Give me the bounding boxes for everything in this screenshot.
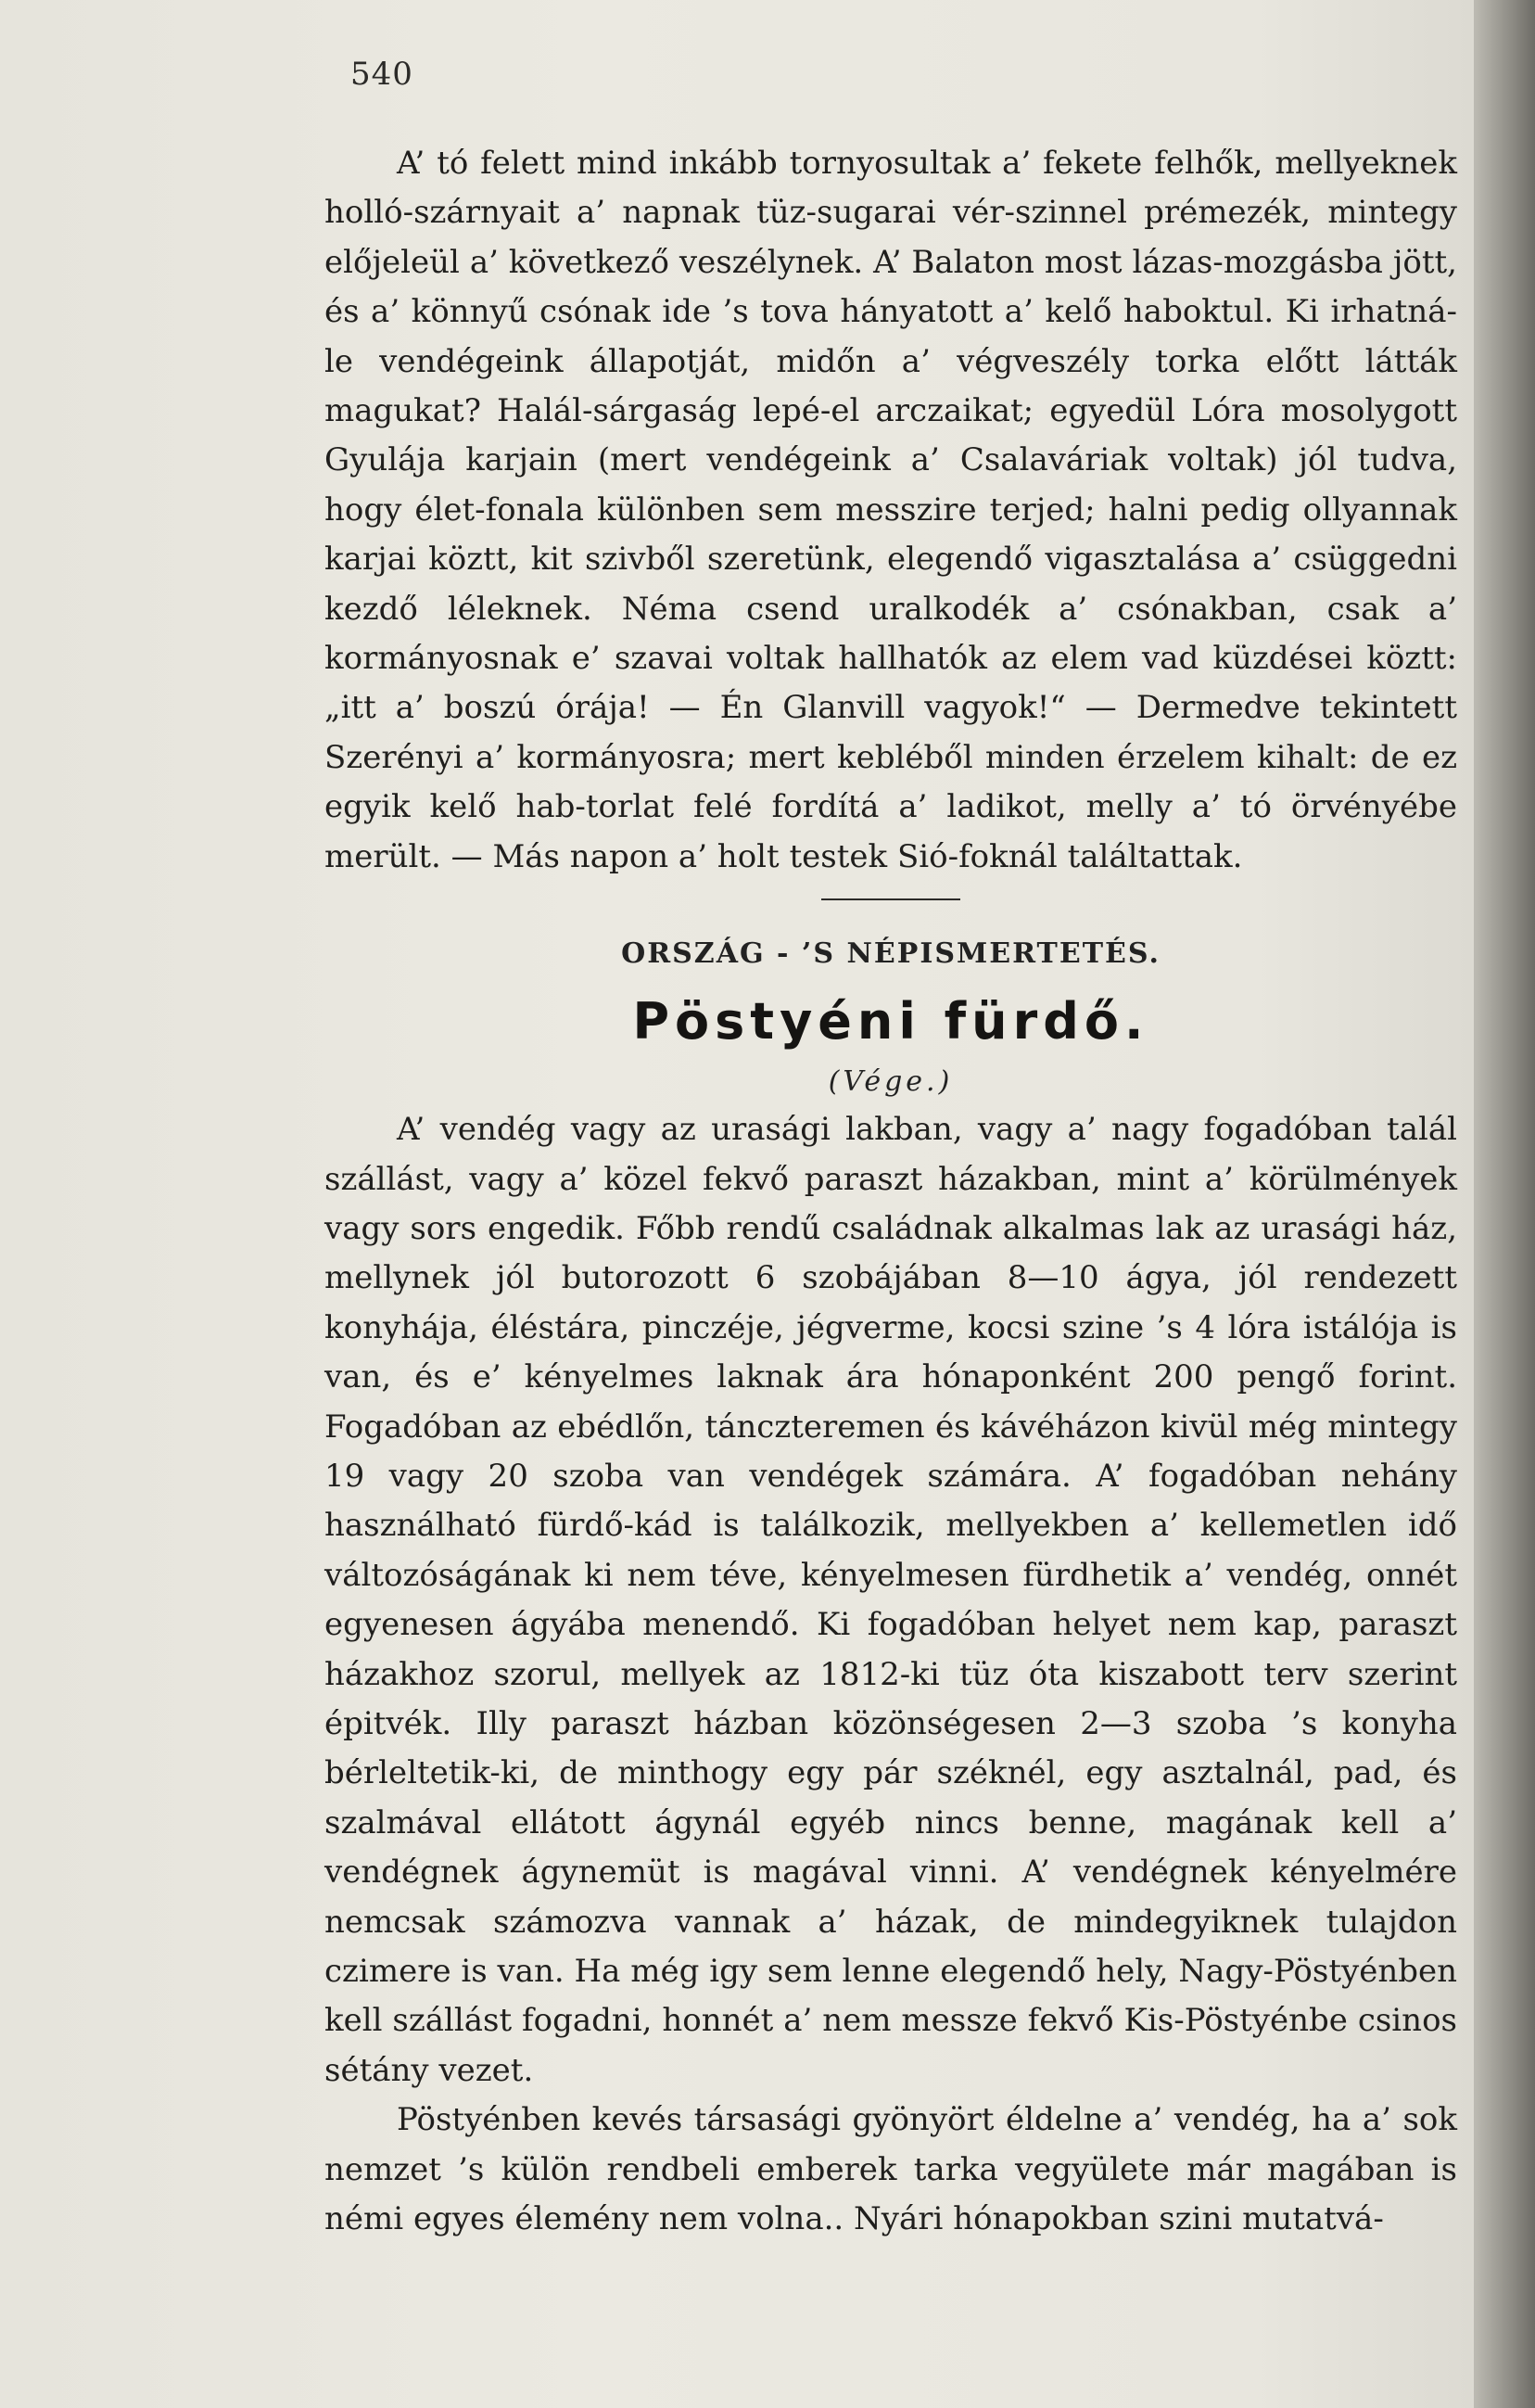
story-ending-paragraph: A’ tó felett mind inkább tornyosultak a’ fekete felhők, mellyeknek holló-szárnyait a’ napnak tüz-sugarai vér-szinnel prémezék, mintegy előjeleül a’ következő veszélynek. A’ Balaton most lázas-mozgásba jött, és a’ könnyű csónak ide ’s tova hányatott a’ kelő haboktul. Ki irhatná-le vendégeink állapotját, midőn a’ végveszély torka előtt látták magukat? Halál-sárgaság lepé-el arczaikat; egyedül Lóra mosolygott Gyulája karjain (mert vendégeink a’ Csalaváriak voltak) jól tudva, hogy élet-fonala különben sem messzire terjed; halni pedig ollyannak karjai köztt, kit szivből szeretünk, elegendő vigasztalása a’ csüggedni kezdő léleknek. Néma csend uralkodék a’ csónakban, csak a’ kormányosnak e’ szavai voltak hallhatók az elem vad küzdései köztt: „itt a’ boszú órája! — Én Glanvill vagyok!“ — Dermedve tekintett Szerényi a’ kormányosra; mert kebléből minden érzelem kihalt: de ez egyik kelő hab-torlat felé fordítá a’ ladikot, melly a’ tó örvényébe merült. — Más napon a’ holt testek Sió-foknál találtattak. bbox=[324, 145, 1457, 875]
article-paragraph: A’ vendég vagy az urasági lakban, vagy a’ nagy fogadóban talál szállást, vagy a’ közel fekvő paraszt házakban, mint a’ körülmények vagy sors engedik. Főbb rendű családnak alkalmas lak az urasági ház, mellynek jól butorozott 6 szobájában 8—10 ágya, jól rendezett konyhája, éléstára, pinczéje, jégverme, kocsi szine ’s 4 lóra istálója is van, és e’ kényelmes laknak ára hónaponként 200 pengő forint. Fogadóban az ebédlőn, tánczteremen és kávéházon kivül még mintegy 19 vagy 20 szoba van vendégek számára. A’ fogadóban nehány használható fürdő-kád is találkozik, mellyekben a’ kellemetlen idő változóságának ki nem téve, kényelmesen fürdhetik a’ vendég, onnét egyenesen ágyába menendő. Ki fogadóban helyet nem kap, paraszt házakhoz szorul, mellyek az 1812-ki tüz óta kiszabott terv szerint épitvék. Illy paraszt házban közönségesen 2—3 szoba ’s konyha bérleltetik-ki, de minthogy egy pár széknél, egy asztalnál, pad, és szalmával ellátott ágynál egyéb nincs benne, magának kell a’ vendégnek ágynemüt is magával vinni. A’ vendégnek kényelmére nemcsak számozva vannak a’ házak, de mindegyiknek tulajdon czimere is van. Ha még igy sem lenne elegendő hely, Nagy-Pöstyénben kell szállást fogadni, honnét a’ nem messze fekvő Kis-Pöstyénbe csinos sétány vezet. bbox=[324, 1111, 1457, 2089]
article-paragraph: Pöstyénben kevés társasági gyönyört éldelne a’ vendég, ha a’ sok nemzet ’s külön rendbeli emberek tarka vegyülete már magában is némi egyes élemény nem volna.. Nyári hónapokban szini mutatvá- bbox=[324, 2101, 1457, 2238]
book-spine-shadow bbox=[1474, 0, 1535, 2408]
article-title: Pöstyéni fürdő. bbox=[632, 992, 1149, 1051]
section-divider bbox=[821, 898, 960, 900]
page-content bbox=[324, 139, 1457, 2244]
page-number: 540 bbox=[350, 56, 413, 93]
section-heading: ORSZÁG - ’S NÉPISMERTETÉS. bbox=[621, 937, 1161, 971]
article-subtitle: (Vége.) bbox=[828, 1065, 954, 1099]
